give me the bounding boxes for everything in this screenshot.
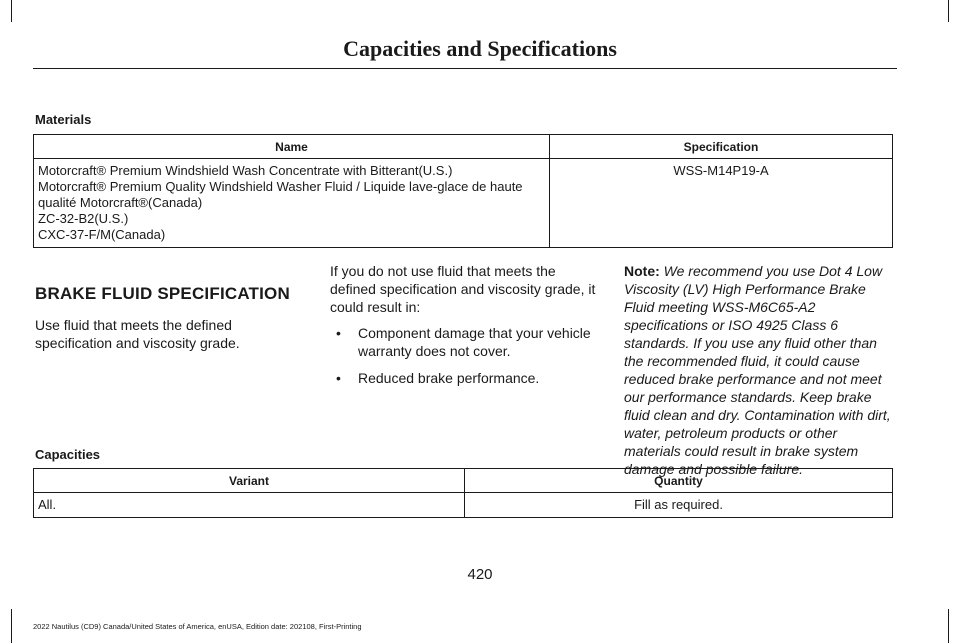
- column-header-name: Name: [34, 135, 550, 159]
- materials-label: Materials: [35, 112, 92, 127]
- footer-edition-text: 2022 Nautilus (CD9) Canada/United States of America, enUSA, Edition date: 202108, First-Printing: [33, 622, 362, 631]
- material-spec-cell: WSS-M14P19-A: [550, 159, 893, 248]
- note-label: Note:: [624, 263, 660, 279]
- crop-mark-bottom-right: [948, 609, 949, 643]
- table-header-row: [34, 135, 893, 159]
- brake-fluid-warning-intro: If you do not use fluid that meets the defined specification and viscosity grade, it could result in:: [330, 263, 596, 315]
- brake-fluid-heading: BRAKE FLUID SPECIFICATION: [35, 284, 290, 303]
- column-header-specification: Specification: [550, 135, 893, 159]
- material-name-line: ZC-32-B2(U.S.): [38, 211, 129, 226]
- bullet-glyph: •: [336, 325, 341, 341]
- brake-fluid-column-1: [35, 285, 305, 352]
- brake-fluid-intro: Use fluid that meets the defined specification and viscosity grade.: [35, 317, 240, 351]
- list-item-text: Component damage that your vehicle warranty does not cover.: [358, 325, 591, 359]
- table-row: [34, 493, 893, 518]
- note-text: We recommend you use Dot 4 Low Viscosity (LV) High Performance Brake Fluid meeting WSS-M6C65-A2 specifications or ISO 4925 Class 6 standards. If you use any fluid other than the recommended fluid, it could cause reduced brake performance and not meet our performance standards. Keep brake fluid clean and dry. Contamination with dirt, water, petroleum products or other materials could result in brake system damage and possible failure.: [624, 263, 891, 477]
- brake-fluid-column-2: [330, 262, 605, 396]
- column-header-variant: Variant: [34, 469, 465, 493]
- list-item-text: Reduced brake performance.: [358, 370, 540, 386]
- bullet-glyph: •: [336, 370, 341, 386]
- variant-cell: All.: [34, 493, 465, 518]
- material-name-line: Motorcraft® Premium Windshield Wash Concentrate with Bitterant(U.S.): [38, 163, 453, 178]
- materials-table: [33, 134, 893, 248]
- column-header-quantity: Quantity: [465, 469, 893, 493]
- list-item: [330, 324, 605, 360]
- page-title: Capacities and Specifications: [343, 36, 617, 61]
- quantity-cell: Fill as required.: [465, 493, 893, 518]
- material-name-cell: [34, 159, 550, 248]
- crop-mark-top-left: [11, 0, 12, 22]
- table-header-row: [34, 469, 893, 493]
- list-item: [330, 369, 605, 387]
- material-name-line: Motorcraft® Premium Quality Windshield Washer Fluid / Liquide lave-glace de haute qualité Motorcraft®(Canada): [38, 179, 523, 210]
- brake-fluid-consequences-list: [330, 324, 605, 387]
- crop-mark-top-right: [948, 0, 949, 22]
- capacities-label: Capacities: [35, 447, 101, 462]
- material-name-line: CXC-37-F/M(Canada): [38, 227, 166, 242]
- crop-mark-bottom-left: [11, 609, 12, 643]
- brake-fluid-note: [624, 262, 896, 478]
- table-row: [34, 159, 893, 248]
- header-divider: [33, 68, 897, 69]
- capacities-table: [33, 468, 893, 518]
- page-number: 420: [467, 566, 493, 583]
